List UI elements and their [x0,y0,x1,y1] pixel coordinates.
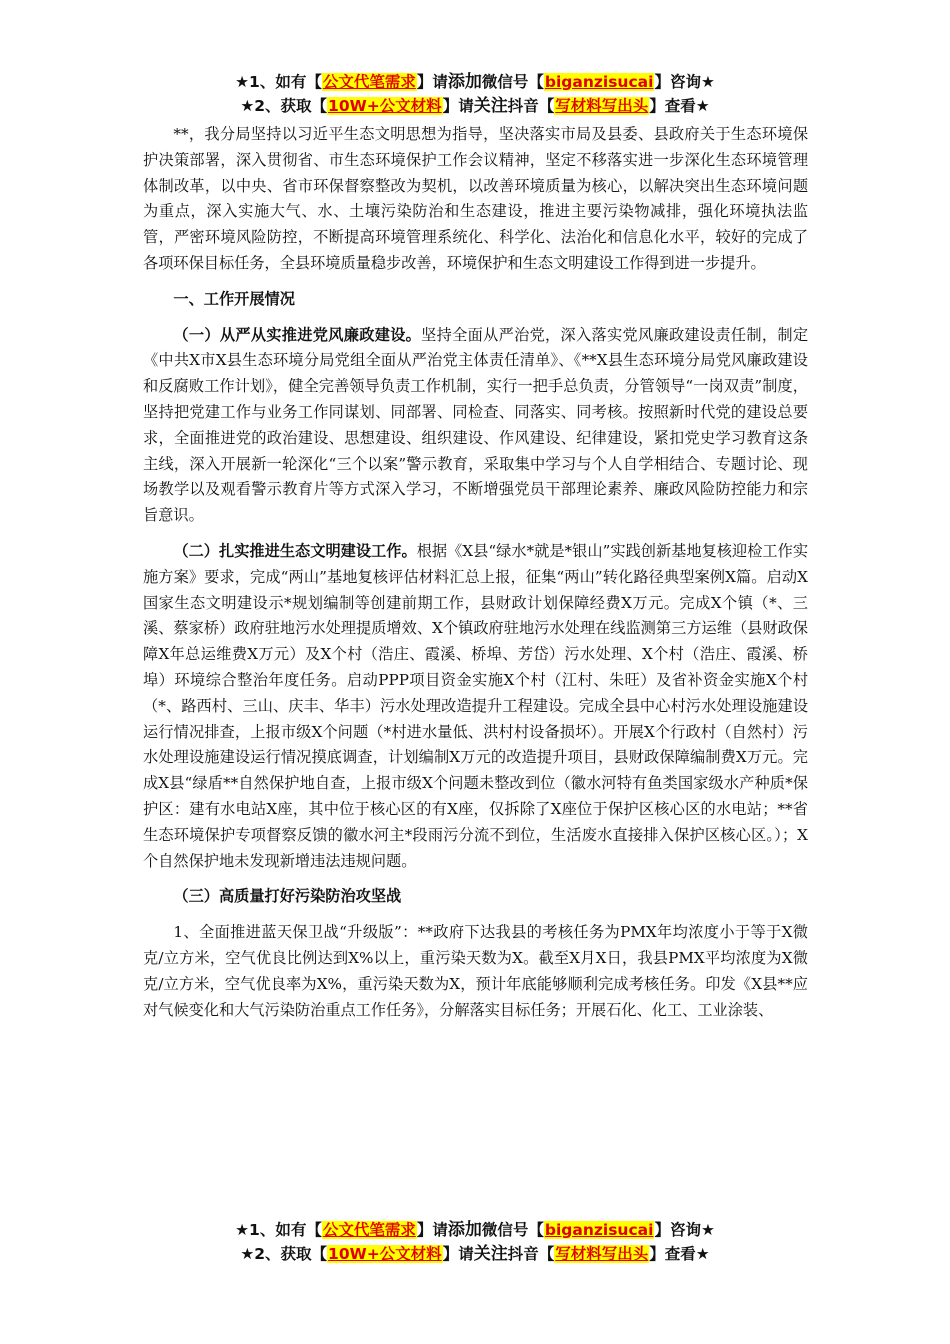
banner-text: 抖音【 [507,97,555,115]
banner-bottom-line-1 [0,1218,950,1242]
section-2-title: （二）扎实推进生态文明建设工作。 [173,541,417,560]
banner-text: 】查看★ [649,1245,710,1263]
banner-top-line-1 [0,70,950,94]
banner-text: 】咨询★ [654,1221,715,1239]
banner-top-line-2 [0,94,950,118]
banner-text: 】请 [416,1221,448,1239]
intro-paragraph: **，我分局坚持以习近平生态文明思想为指导，坚决落实市局及县委、县政府关于生态环境保护决策部署，深入贯彻省、市生态环境保护工作会议精神，坚定不移落实进一步深化生态环境管理体制改革，以中央、省市环保督察整改为契机，以改善环境质量为核心，以解决突出生态环境问题为重点，深入实施大气、水、土壤污染防治和生态建设，推进主要污染物减排，强化环境执法监管，严密环境风险防控，不断提高环境管理系统化、科学化、法治化和信息化水平，较好的完成了各项环保目标任务，全县环境质量稳步改善，环境保护和生态文明建设工作得到进一步提升。 [143,125,808,272]
banner-highlight: biganzisucai [544,73,654,91]
banner-emphasis: 添加 [447,72,482,92]
banner-text: 】请 [416,73,448,91]
banner-text: ★2、获取【 [240,97,328,115]
banner-highlight: 写材料写出头 [555,1245,649,1263]
section-heading: 一、工作开展情况 [173,289,295,308]
banner-highlight: 公文代笔需求 [322,1221,416,1239]
banner-highlight: 公文代笔需求 [322,73,416,91]
banner-emphasis: 关注 [473,1244,508,1264]
banner-text: ★1、如有【 [235,1221,322,1239]
banner-emphasis: 添加 [447,1220,482,1240]
document-body [143,122,808,1023]
banner-highlight: 10W+公文材料 [328,1245,442,1263]
section-3-paragraph-1: 1、全面推进蓝天保卫战“升级版”：**政府下达我县的考核任务为PMX年均浓度小于等于X微克/立方米，空气优良比例达到X%以上，重污染天数为X。截至X月X日，我县PMX平均浓度为X微克/立方米，空气优良率为X%，重污染天数为X，预计年底能够顺利完成考核任务。印发《X县**应对气候变化和大气污染防治重点工作任务》，分解落实目标任务；开展石化、化工、工业涂装、 [143,923,808,1019]
section-1-body: 坚持全面从严治党，深入落实党风廉政建设责任制，制定《中共X市X县生态环境分局党组全面从严治党主体责任清单》、《**X县生态环境分局党风廉政建设和反腐败工作计划》，健全完善领导负责工作机制，实行一把手总负责，分管领导“一岗双责”制度，坚持把党建工作与业务工作同谋划、同部署、同检查、同落实、同考核。按照新时代党的建设总要求，全面推进党的政治建设、思想建设、组织建设、作风建设、纪律建设，紧扣党史学习教育这条主线，深入开展新一轮深化“三个以案”警示教育，采取集中学习与个人自学相结合、专题讨论、现场教学以及观看警示教育片等方式深入学习，不断增强党员干部理论素养、廉政风险防控能力和宗旨意识。 [143,325,809,525]
banner-text: 抖音【 [507,1245,555,1263]
banner-text: 微信号【 [481,73,544,91]
banner-highlight: 10W+公文材料 [328,97,442,115]
banner-text: 】请 [442,97,474,115]
banner-text: 微信号【 [481,1221,544,1239]
banner-highlight: 写材料写出头 [555,97,649,115]
banner-emphasis: 关注 [473,96,508,116]
section-1-title: （一）从严从实推进党风廉政建设。 [173,325,422,344]
banner-text: 】请 [442,1245,474,1263]
section-3-title: （三）高质量打好污染防治攻坚战 [173,887,402,906]
banner-text: 】查看★ [649,97,710,115]
banner-text: ★2、获取【 [240,1245,328,1263]
section-2-paragraph [143,539,808,874]
banner-text: 】咨询★ [654,73,715,91]
banner-highlight: biganzisucai [544,1221,654,1239]
section-1-paragraph [143,323,808,529]
banner-bottom-line-2 [0,1242,950,1266]
banner-text: ★1、如有【 [235,73,322,91]
section-2-body: 根据《X县“绿水*就是*银山”实践创新基地复核迎检工作实施方案》要求，完成“两山”基地复核评估材料汇总上报，征集“两山”转化路径典型案例X篇。启动X国家生态文明建设示*规划编制等创建前期工作，县财政计划保障经费X万元。完成X个镇（*、三溪、蔡家桥）政府驻地污水处理提质增效、X个镇政府驻地污水处理在线监测第三方运维（县财政保障X年总运维费X万元）及X个村（浩庄、霞溪、桥埠、芳岱）污水处理、X个村（浩庄、霞溪、桥埠）环境综合整治年度任务。启动PPP项目资金实施X个村（江村、朱旺）及省补资金实施X个村（*、路西村、三山、庆丰、华丰）污水处理改造提升工程建设。完成全县中心村污水处理设施建设运行情况排查，上报市级X个问题（*村进水量低、洪村村设备损坏）。开展X个行政村（自然村）污水处理设施建设运行情况摸底调查，计划编制X万元的改造提升项目，县财政保障编制费X万元。完成X县“绿盾**自然保护地自查，上报市级X个问题未整改到位（徽水河特有鱼类国家级水产种质*保护区：建有水电站X座，其中位于核心区的有X座，仅拆除了X座位于保护区核心区的水电站；**省生态环境保护专项督察反馈的徽水河主*段雨污分流不到位，生活废水直接排入保护区核心区。）；X个自然保护地未发现新增违法违规问题。 [143,541,809,870]
